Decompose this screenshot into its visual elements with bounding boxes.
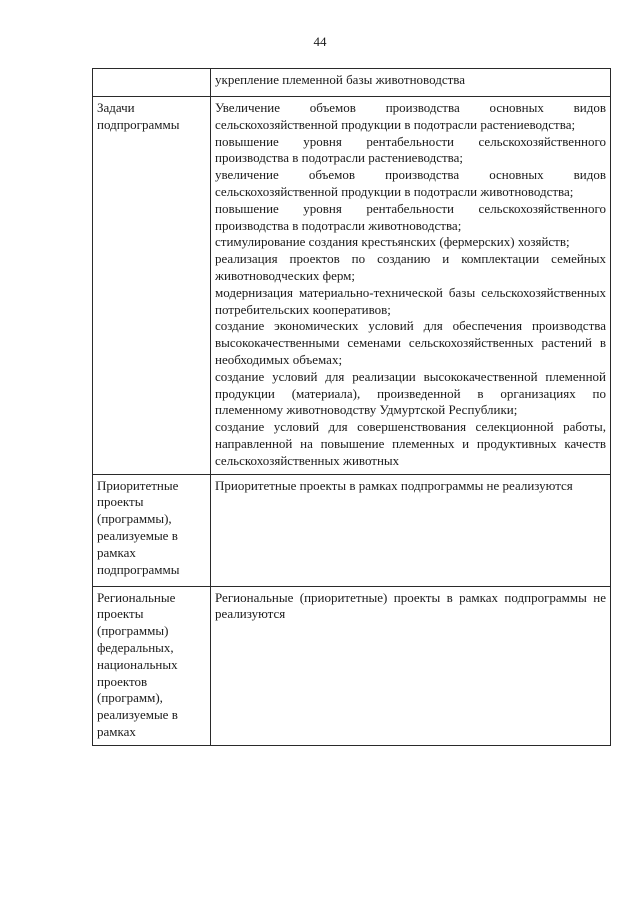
content-paragraph: Увеличение объемов производства основных видов сельскохозяйственной продукции в подотрасли растениеводства; [215, 100, 606, 132]
table-row [93, 586, 611, 745]
row-content [211, 474, 611, 586]
content-paragraph: модернизация материально-технической базы сельскохозяйственных потребительских кооперативов; [215, 284, 606, 317]
content-paragraph: создание условий для совершенствования селекционной работы, направленной на повышение племенных и продуктивных качеств сельскохозяйственных животных [215, 419, 606, 468]
table-row [93, 474, 611, 586]
table-row [93, 97, 611, 475]
content-paragraph: Приоритетные проекты в рамках подпрограммы не реализуются [215, 477, 573, 493]
content-paragraph: создание экономических условий для обеспечения производства высококачественными семенами сельскохозяйственных растений в необходимых объемах; [215, 318, 606, 367]
row-label: Региональные проекты (программы) федеральных, национальных проектов (программ), реализуемые в рамках [93, 586, 211, 745]
content-paragraph: Региональные (приоритетные) проекты в рамках подпрограммы не реализуются [215, 589, 606, 622]
content-paragraph: повышение уровня рентабельности сельскохозяйственного производства в подотрасли животноводства; [215, 200, 606, 233]
passport-table [92, 68, 611, 746]
row-label [93, 69, 211, 97]
content-paragraph: создание условий для реализации высококачественной племенной продукции (материала), произведенной в организациях по племенному животноводству Удмуртской Республики; [215, 368, 606, 418]
row-content [211, 97, 611, 475]
content-paragraph: стимулирование создания крестьянских (фермерских) хозяйств; [215, 234, 570, 250]
content-paragraph: укрепление племенной базы животноводства [215, 72, 466, 87]
row-label: Задачи подпрограммы [93, 97, 211, 475]
content-paragraph: реализация проектов по созданию и комплектации семейных животноводческих ферм; [215, 251, 606, 283]
content-paragraph: повышение уровня рентабельности сельскохозяйственного производства в подотрасли растениеводства; [215, 133, 606, 166]
page-number: 44 [313, 34, 327, 49]
content-paragraph: увеличение объемов производства основных видов сельскохозяйственной продукции в подотрасли животноводства; [215, 167, 606, 199]
table-row [93, 69, 611, 97]
row-content [211, 69, 611, 97]
row-content [211, 586, 611, 745]
row-label: Приоритетные проекты (программы), реализуемые в рамках подпрограммы [93, 474, 211, 586]
